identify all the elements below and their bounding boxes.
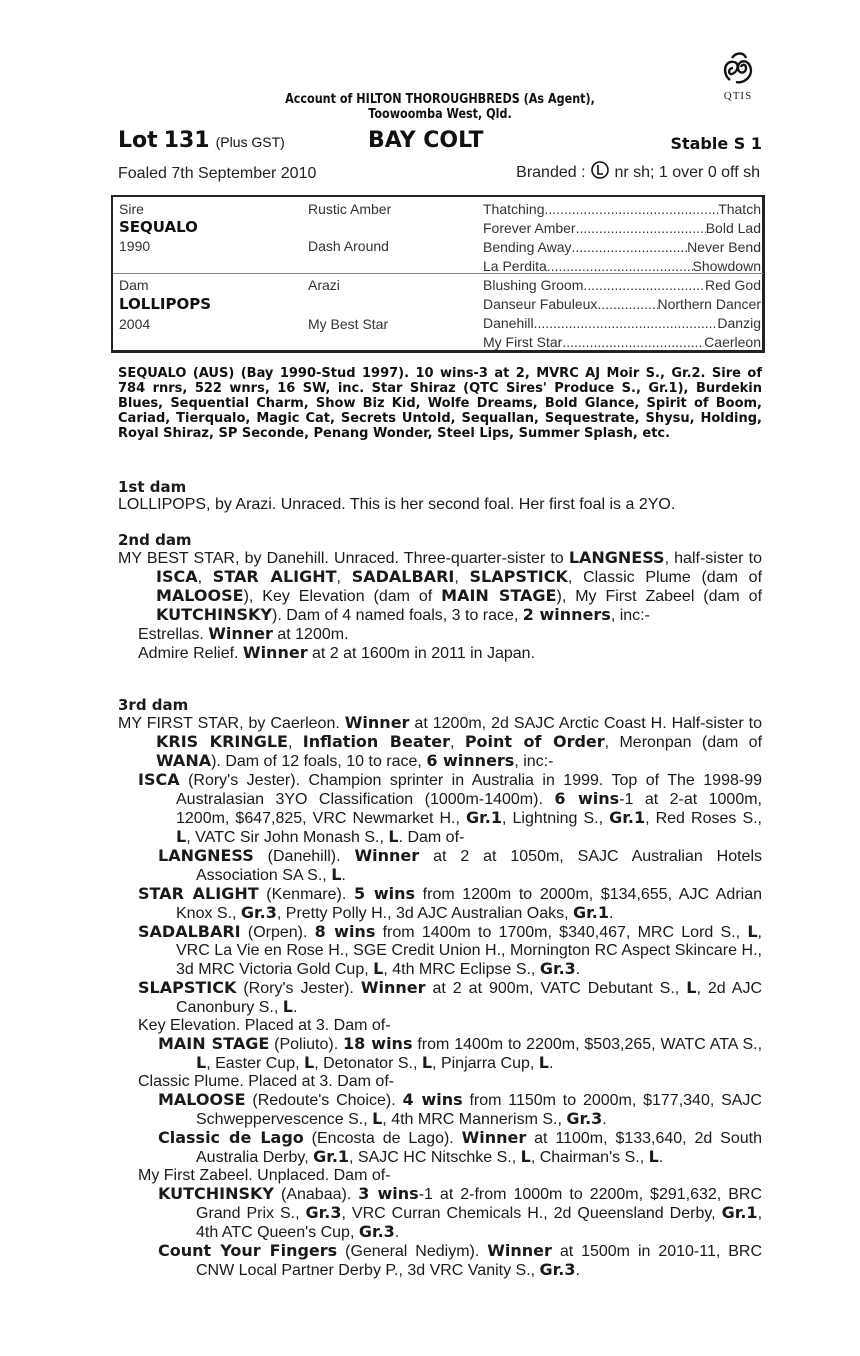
gp-sire: Red God xyxy=(704,277,761,293)
grandparent-row xyxy=(483,277,761,293)
lot-number: 131 xyxy=(163,128,210,153)
lot-label: Lot xyxy=(118,128,158,153)
dam-label: Dam xyxy=(119,277,149,293)
qtis-logo xyxy=(716,50,760,102)
second-dam-text: MY BEST STAR, by Danehill. Unraced. Three-quarter-sister to LANGNESS, half-sister to ISCA, STAR ALIGHT, SADALBARI, SLAPSTICK, Classic Plume (dam of MALOOSE), Key Elevation (dam of MAIN STAGE), My First Zabeel (dam of KUTCHINSKY). Dam of 4 named foals, 3 to race, 2 winners, inc:- xyxy=(118,548,763,624)
gp-name: Danehill xyxy=(483,315,534,331)
dam-sire: Arazi xyxy=(308,277,340,293)
progeny-classic-plume: Classic Plume. Placed at 3. Dam of- xyxy=(138,1073,395,1090)
progeny-maloose: MALOOSE (Redoute's Choice). 4 wins from 1150m to 2000m, $177,340, SAJC Schweppervescence S., L, 4th MRC Mannerism S., Gr.3. xyxy=(158,1090,762,1128)
progeny-key-elevation: Key Elevation. Placed at 3. Dam of- xyxy=(138,1017,391,1034)
branded-label: Branded : xyxy=(516,164,586,181)
qtis-emblem-icon xyxy=(718,50,758,90)
foaled-date: Foaled 7th September 2010 xyxy=(118,165,317,182)
progeny-slapstick: SLAPSTICK (Rory's Jester). Winner at 2 at 900m, VATC Debutant S., L, 2d AJC Canonbury S., L. xyxy=(138,978,762,1016)
logo-label: QTIS xyxy=(723,90,753,102)
lot-sex-color: BAY COLT xyxy=(368,128,484,153)
plus-gst-note: (Plus GST) xyxy=(215,134,285,150)
second-dam-section xyxy=(118,531,762,663)
gp-sire: Thatch xyxy=(718,201,761,217)
branded-text: nr sh; 1 over 0 off sh xyxy=(614,164,760,181)
progeny-isca: ISCA (Rory's Jester). Champion sprinter in Australia in 1999. Top of The 1998-99 Australasian 3YO Classification (1000m-1400m). 6 wins-1 at 2-at 1000m, 1200m, $647,825, VRC Newmarket H., Gr.1, Lightning S., Gr.1, Red Roses S., L, VATC Sir John Monash S., L. Dam of- xyxy=(138,770,763,846)
dam-year: 2004 xyxy=(119,316,151,332)
grandparent-row xyxy=(483,201,761,217)
dam-dam: My Best Star xyxy=(308,316,389,332)
gp-sire: Never Bend xyxy=(687,239,761,255)
gp-sire: Showdown xyxy=(692,258,761,274)
sire-dam: Dash Around xyxy=(308,238,389,254)
first-dam-heading: 1st dam xyxy=(118,478,187,496)
third-dam-text: MY FIRST STAR, by Caerleon. Winner at 1200m, 2d SAJC Arctic Coast H. Half-sister to KRIS KRINGLE, Inflation Beater, Point of Order, Meronpan (dam of WANA). Dam of 12 foals, 10 to race, 6 winners, inc:- xyxy=(118,713,763,770)
progeny-my-first-zabeel: My First Zabeel. Unplaced. Dam of- xyxy=(138,1167,391,1184)
grandparent-row xyxy=(483,239,761,255)
gp-name: Blushing Groom xyxy=(483,277,584,293)
sire-sire: Rustic Amber xyxy=(308,201,392,217)
sire-year: 1990 xyxy=(119,238,151,254)
offspring-admire-relief: Admire Relief. Winner at 2 at 1600m in 2011 in Japan. xyxy=(138,643,535,662)
offspring-estrellas: Estrellas. Winner at 1200m. xyxy=(138,624,349,643)
gp-sire: Northern Dancer xyxy=(657,296,761,312)
grandparent-row xyxy=(483,334,761,350)
pedigree-table xyxy=(111,195,765,353)
stable-location: Stable S 1 xyxy=(670,134,762,153)
gp-sire: Caerleon xyxy=(704,334,761,350)
brand-mark-icon xyxy=(590,160,610,180)
gp-name: Thatching xyxy=(483,201,545,217)
gp-name: Danseur Fabuleux xyxy=(483,296,598,312)
second-dam-heading: 2nd dam xyxy=(118,531,192,549)
grandparent-row xyxy=(483,315,761,331)
vendor-line-1: Account of HILTON THOROUGHBREDS (As Agent), xyxy=(285,92,595,107)
progeny-classic-de-lago: Classic de Lago (Encosta de Lago). Winner at 1100m, $133,640, 2d South Australia Derby, Gr.1, SAJC HC Nitschke S., L, Chairman's S., L. xyxy=(158,1128,762,1166)
progeny-count-your-fingers: Count Your Fingers (General Nediym). Winner at 1500m in 2010-11, BRC CNW Local Partner Derby P., 3d VRC Vanity S., Gr.3. xyxy=(158,1241,763,1279)
grandparent-row xyxy=(483,220,761,236)
first-dam-section xyxy=(118,478,762,514)
first-dam-text: LOLLIPOPS, by Arazi. Unraced. This is her second foal. Her first foal is a 2YO. xyxy=(118,496,676,513)
lot-title xyxy=(118,128,285,153)
gp-name: Bending Away xyxy=(483,239,572,255)
progeny-kutchinsky: KUTCHINSKY (Anabaa). 3 wins-1 at 2-from 1000m to 2200m, $291,632, BRC Grand Prix S., Gr.3, VRC Curran Chemicals H., 2d Queensland Derby, Gr.1, 4th ATC Queen's Cup, Gr.3. xyxy=(158,1184,763,1241)
progeny-sadalbari: SADALBARI (Orpen). 8 wins from 1400m to 1700m, $340,467, MRC Lord S., L, VRC La Vie en Rose H., SGE Credit Union H., Mornington RC Aspect Skincare H., 3d MRC Victoria Gold Cup, L, 4th MRC Eclipse S., Gr.3. xyxy=(138,922,762,978)
progeny-main-stage: MAIN STAGE (Poliuto). 18 wins from 1400m to 2200m, $503,265, WATC ATA S., L, Easter Cup, L, Detonator S., L, Pinjarra Cup, L. xyxy=(158,1034,763,1072)
gp-sire: Bold Lad xyxy=(705,220,761,236)
dam-name: LOLLIPOPS xyxy=(119,295,212,313)
progeny-star-alight: STAR ALIGHT (Kenmare). 5 wins from 1200m to 2000m, $134,655, AJC Adrian Knox S., Gr.3, Pretty Polly H., 3d AJC Australian Oaks, Gr.1. xyxy=(138,884,763,922)
sire-name: SEQUALO xyxy=(119,218,198,236)
gp-name: La Perdita xyxy=(483,258,547,274)
progeny-langness: LANGNESS (Danehill). Winner at 2 at 1050m, SAJC Australian Hotels Association SA S., L. xyxy=(158,846,762,884)
grandparent-row xyxy=(483,296,761,312)
grandparent-row xyxy=(483,258,761,274)
vendor-line-2: Toowoomba West, Qld. xyxy=(368,107,512,122)
brand-description xyxy=(516,160,760,182)
third-dam-heading: 3rd dam xyxy=(118,696,189,714)
gp-sire: Danzig xyxy=(717,315,761,331)
lot-header xyxy=(118,128,762,160)
sire-label: Sire xyxy=(119,201,144,217)
gp-name: Forever Amber xyxy=(483,220,576,236)
sire-summary: SEQUALO (AUS) (Bay 1990-Stud 1997). 10 wins-3 at 2, MVRC AJ Moir S., Gr.2. Sire of 784 rnrs, 522 wnrs, 16 SW, inc. Star Shiraz (QTC Sires' Produce S., Gr.1), Burdekin Blues, Sequential Charm, Show Biz Kid, Wolfe Dreams, Bold Glance, Spirit of Boom, Cariad, Tierqualo, Magic Cat, Secrets Untold, Sequallan, Sequestrate, Shysu, Holding, Royal Shiraz, SP Seconde, Penang Wonder, Steel Lips, Summer Splash, etc. xyxy=(118,366,762,441)
third-dam-section xyxy=(118,696,762,1280)
gp-name: My First Star xyxy=(483,334,563,350)
